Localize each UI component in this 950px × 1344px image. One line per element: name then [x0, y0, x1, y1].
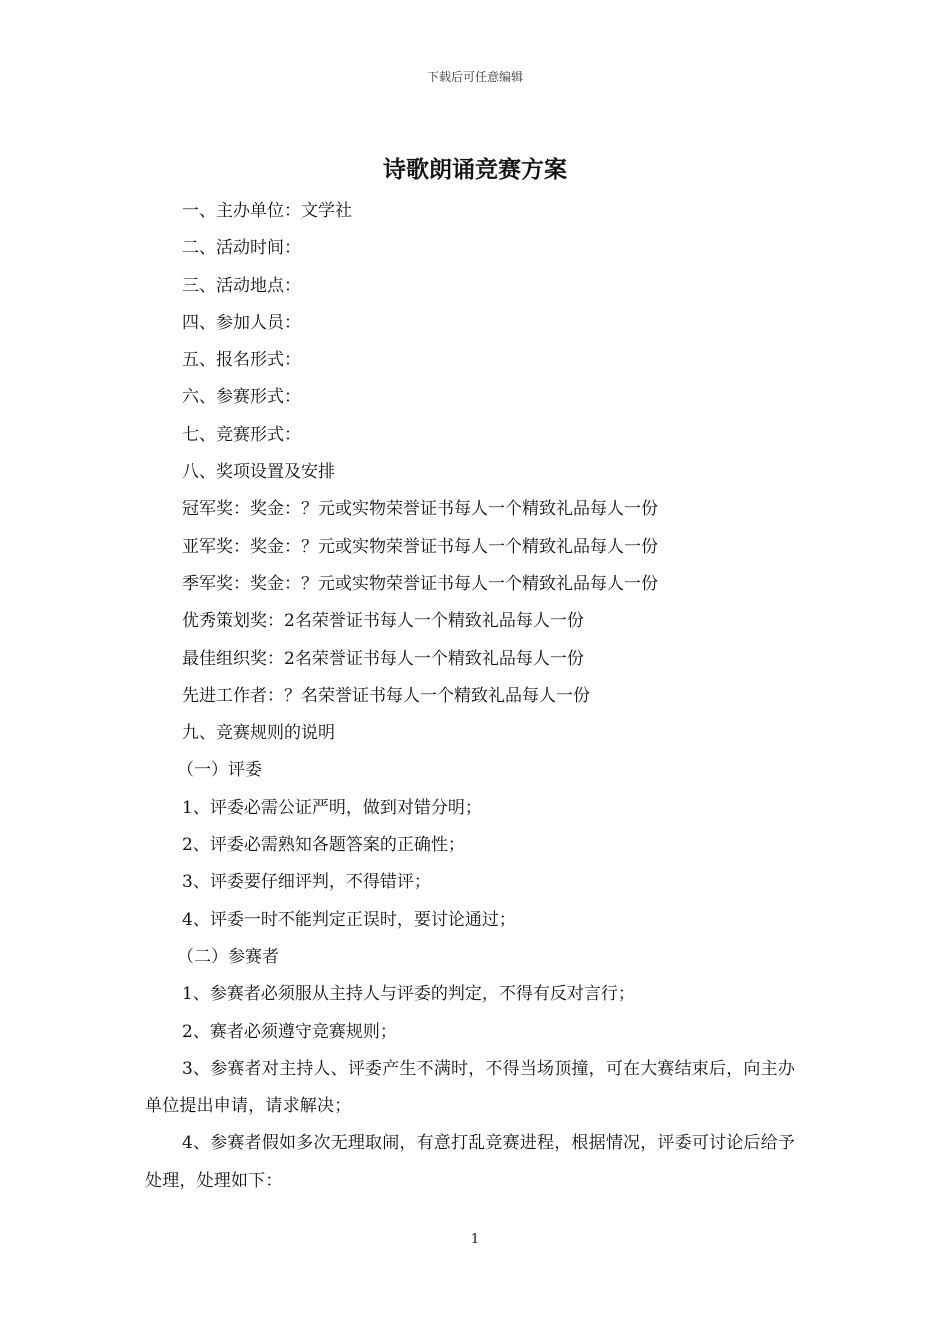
document-body — [145, 193, 810, 1200]
judge-rule-1: 1、评委必需公证严明，做到对错分明； — [182, 797, 482, 818]
award-third-place: 季军奖：奖金：？元或实物荣誉证书每人一个精致礼品每人一份 — [182, 573, 658, 594]
contestant-rule-1: 1、参赛者必须服从主持人与评委的判定，不得有反对言行； — [182, 984, 635, 1005]
contestant-rule-3: 3、参赛者对主持人、评委产生不满时，不得当场顶撞，可在大赛结束后，向主办单位提出申请，请求解决； — [145, 1058, 796, 1117]
award-champion: 冠军奖：奖金：？元或实物荣誉证书每人一个精致礼品每人一份 — [182, 499, 658, 520]
section-awards: 八、奖项设置及安排 — [182, 462, 335, 483]
award-best-organization: 最佳组织奖：2名荣誉证书每人一个精致礼品每人一份 — [182, 648, 584, 669]
document-title: 诗歌朗诵竞赛方案 — [383, 156, 567, 183]
section-location: 三、活动地点： — [182, 275, 301, 296]
contestant-rule-2: 2、赛者必须遵守竞赛规则； — [182, 1021, 397, 1042]
section-organizer: 一、主办单位：文学社 — [182, 201, 352, 221]
judge-rule-4: 4、评委一时不能判定正误时，要讨论通过； — [182, 909, 516, 930]
subsection-judges: （一）评委 — [177, 760, 262, 781]
header-note: 下载后可任意编辑 — [426, 70, 523, 84]
page-number: 1 — [470, 1232, 480, 1247]
contestant-rule-4: 4、参赛者假如多次无理取闹，有意打乱竞赛进程，根据情况，评委可讨论后给予处理，处理如下： — [145, 1133, 796, 1191]
section-rules: 九、竞赛规则的说明 — [182, 723, 335, 744]
section-competition-format: 七、竞赛形式： — [182, 424, 301, 445]
award-runner-up: 亚军奖：奖金：？元或实物荣誉证书每人一个精致礼品每人一份 — [182, 536, 658, 557]
award-best-planning: 优秀策划奖：2名荣誉证书每人一个精致礼品每人一份 — [182, 611, 584, 632]
judge-rule-2: 2、评委必需熟知各题答案的正确性； — [182, 835, 465, 856]
section-registration: 五、报名形式： — [182, 350, 301, 371]
judge-rule-3: 3、评委要仔细评判，不得错评； — [182, 872, 431, 893]
award-advanced-worker: 先进工作者：？名荣誉证书每人一个精致礼品每人一份 — [182, 685, 590, 706]
subsection-contestants: （二）参赛者 — [177, 946, 279, 967]
section-participants: 四、参加人员： — [182, 312, 301, 333]
section-entry-format: 六、参赛形式： — [182, 387, 301, 408]
section-time: 二、活动时间： — [182, 238, 301, 259]
